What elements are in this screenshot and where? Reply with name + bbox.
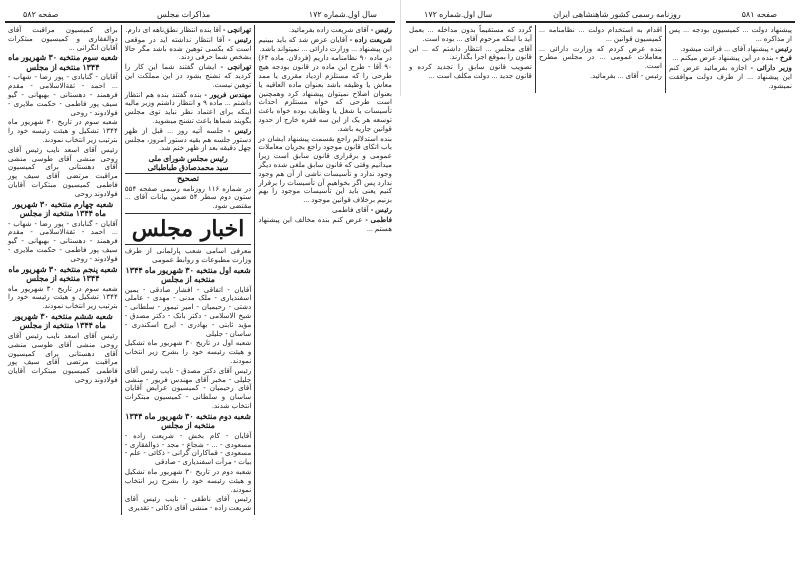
paragraph: آقایان - اتفاقی - افشار صادقی - یمین اسفندیاری - ملک مدنی - مهدی - عاملی دشتی - رحیمیان - امیر تیمور - سلطانی - شیخ الاسلامی - دکتر بانک - دکتر مصدق - مؤید ثابتی - بهادری - ایرج اسکندری - ساسان - جلیلی [124,284,252,338]
signature-name: سید محمدصادق طباطبائی [147,163,229,173]
text: پیشنهاد آقای ... قرائت میشود. [680,43,769,53]
text: آقا انتظار نداشته اید در موقعی است که بکسی توهین شده باشد مگر حالا بشخص شما حرفی زدند. [124,34,252,62]
paragraph: رئیس - آقای ... بفرمائید. [589,70,662,80]
text: بنده گفتند بنده هم انتظار داشتم ... ماده ۹ و انتظار داشتم وزیر مالیه اینکه برای اعتماد نظر نباید توی مجلس بگویند شماها باعث تشنج میشوید. [124,89,252,125]
speaker: فرخ - [775,53,792,63]
column-2 [535,25,665,93]
left-page [0,0,400,518]
page-header [406,3,795,19]
header-rule [5,21,395,23]
speaker: مهندس فریور - [204,89,252,99]
paragraph: اقدام به استخدام دولت ... نظامنامه ... کمیسیون قوانین ... [539,25,662,43]
paragraph: شعبه دوم در تاریخ ۳۰ شهریور ماه تشکیل و هیئت رئیسه خود را بشرح زیر انتخاب نمودند. [124,466,252,494]
paragraph: آقایان - گنابادی - پور رضا - شهاب - ... احمد - ثقةالاسلامی - مقدم فرهمند - دهستانی - بهبهانی - گیو سیف پور فاطمی - حکمت ملایری - فولادوند - روحی [8,72,118,117]
heading: شعبه چهارم منتخبه ۳۰ شهریور ماه ۱۳۴۴ منتخبه از مجلس [12,199,114,219]
signature-title: رئیس مجلس شورای ملی [148,154,228,164]
masthead-majlis-news: اخبار مجلس [125,213,252,245]
heading: شعبه ششم منتخبه ۳۰ شهریور ماه ۱۳۴۴ منتخبه از مجلس [12,311,113,331]
paragraph: شعبه سوم در تاریخ ۳۰ شهریور ماه ۱۳۴۴ تشکیل و هیئت رئیسه خود را بترتیب زیر انتخاب نمودند. [8,283,118,311]
paragraph: بنده استدلالم راجع بقسمت پیشنهاد ایشان در باب اتکای قانون موجود راجع بجریان معاملات عمومی و برقراری قانون سابق است زیرا میدانیم وقتی که قانون سابق ملغی شده دیگر وجود ندارد و تأسیسات ناشی از آن هم وجود ندارد پس اگر بخواهیم آن تأسیسات را برقرار کنیم یعنی باید این تأسیسات موجود را بهم بزنیم برخلاف قوانین موجود ... [258,133,392,205]
header-rule [406,21,795,23]
heading: شعبه سوم منتخبه ۳۰ شهریور ماه ۱۳۴۴ منتخبه از مجلس [8,53,118,72]
text: آقایان عرض شد که باید ببینیم این پیشنهاد ... وزارت دارائی ... نمیتواند باشد. [258,34,392,53]
speaker: رئیس - [228,34,252,44]
column-news [121,25,255,515]
paragraph: شعبه اول در تاریخ ۳۰ شهریور ماه تشکیل و هیئت رئیسه خود را بشرح زیر انتخاب نمودند. [124,338,252,366]
heading-correction: تصحیح [125,173,252,184]
speaker: رئیس - [370,25,392,34]
text: آقا بنده انتظار نطق‌ناهه ای دارم. [125,25,222,34]
text: آقای شریعت زاده بفرمائید. [289,25,369,34]
paragraph: رئیس آقای ناطقی - نایب رئیس آقای شریعت زاده - منشی آقای ذکائی - تقدیری [124,494,252,513]
paragraph: رئیس آقای دکتر مصدق - نایب رئیس آقای جلیلی - مخبر آقای مهندس فریور - منشی آقای رحیمیان - کمیسیون عرایض آقایان ساسان و سلطانی - کمیسیون مبتکرات انتخاب شدند. [124,365,252,410]
speaker: رئیس - [770,43,792,53]
paragraph: آقای مجلس ... انتظار داشتم که ... این قانون را بموقع اجرا بگذارند. [409,43,532,62]
section-title: مذاکرات مجلس [156,10,211,19]
heading: شعبه دوم منتخبه ۳۰ شهریور ماه ۱۳۴۴ منتخبه از مجلس [125,411,251,431]
section-title: روزنامه رسمی کشور شاهنشاهی ایران [553,10,681,19]
paragraph: آقایان - گنابادی - پور رضا - شهاب - ... احمد - ثقةالاسلامی - مقدم فرهمند - دهستانی - بهبهانی - گیو سیف پور فاطمی - حکمت ملایری - فولادوند - روحی [8,218,118,263]
column-committees [5,25,121,515]
speaker: رئیس - [370,204,392,214]
paragraph: گردد که مستقیماً بدون مداخله ... بعمل آید با اینکه مرحوم آقای ... بوده است. [409,25,532,43]
speaker: تهرانچی - [220,62,252,72]
paragraph: برای کمیسیون مراقبت آقای ذوالفقاری و کمیسیون مبتکرات آقایان انگرانی ... [8,25,118,52]
speaker: رئیس - [227,125,252,135]
speaker: فاطمی - [365,214,393,224]
paragraph: پیشنهاد دولت ... کمیسیون بودجه ... پس از مذاکره ... [669,25,792,43]
paragraph: در شماره ۱۱۶ روزنامه رسمی صفحه ۵۵۴ ستون دوم سطر ۵۴ ضمن بیانات آقای ... مقتضی شود. [124,183,252,211]
right-page [400,0,800,96]
issue-number: سال اول.شماره ۱۷۲ [308,10,377,19]
text: اجازه بفرمائید عرض کنم این پیشنهاد ... از طرف دولت موافقت نمیشود. [669,63,792,90]
column-3 [406,25,535,93]
text: ایشان گفتند شما این کار را کردید که تشنج بشود در این مملکت این توهین نیست. [124,62,252,89]
paragraph: رئیس آقای اسعد نایب رئیس آقای روحی منشی آقای طوسی منشی آقای دهستانی برای کمیسیون مراقبت مرتضی آقای سیف پور فاطمی کمیسیون مبتکرات آقایان فولادوند روحی [8,330,118,384]
paragraph: معرفی اسامی شعب پارلمانی از طرف وزارت مطبوعات و روابط عمومی [124,246,252,264]
text: بنده در این پیشنهاد عرض میکنم ... [672,53,774,63]
paragraph: آقایان - کام بخش - شریعت زاده - مسعودی - ... - شجاع - مجد - ذوالفقاری - مسعودی - قماکاران گرانی - ذکائی - علم - بیات - مرآت اسفندیاری - صادقی [124,430,252,467]
paragraph: در ماده ۹۰ نظامنامه داریم (فردلان. ماده ۶۳) ۹۰ آقا - طرح این ماده در قانون بودجه هیچ طرحی را که مستلزم ازدیاد مقرری یا ممد معاش یا وظیفه باشد بعنوان ماده العاقیه یا بعنوان اصلاح نمیتوان پیشنهاد کرد وهمچنین است طرحی که خواه مستلزم احداث تأسیسات یا شغل یا وظایف بوده خواه باعث توسعه هر یک از این سه فقره خارج از حدود قوانین جاریه باشد. [258,53,393,133]
page-number: صفحه ۵۸۲ [23,10,59,19]
issue-number: سال اول.شماره ۱۷۲ [424,10,493,19]
paragraph: بنده عرض کردم که وزارت دارائی ... معاملات عمومی ... در مجلس مطرح است. [539,43,662,71]
paragraph: تصویب قانون سابق را تجدید کرده و قانون جدید ... دولت مکلف است ... [409,62,532,80]
page-header [5,3,395,19]
speaker: تهرانچی - [223,25,252,34]
page-number: صفحه ۵۸۱ [741,10,777,19]
column-1 [665,25,795,93]
column-debate [254,25,395,515]
paragraph: رئیس آقای اسعد نایب رئیس آقای روحی منشی آقای طوسی منشی آقای دهستانی برای کمیسیون مراقبت مرتضی آقای سیف پور فاطمی کمیسیون مبتکرات آقایان فولادوند روحی [8,144,118,198]
text: آقای فاطمی [332,204,369,214]
paragraph: شعبه سوم در تاریخ ۳۰ شهریور ماه ۱۳۴۴ تشکیل و هیئت رئیسه خود را بترتیب زیر انتخاب نمودند. [8,117,118,144]
speaker: وزیر دارائی - [750,63,793,73]
heading: شعبه پنجم منتخبه ۳۰ شهریور ماه ۱۳۴۴ منتخبه از مجلس [8,264,118,284]
speaker: شریعت زاده - [349,34,393,44]
text: جلسه آتیه روز ... قبل از ظهر دستور جلسه هم بقیه دستور امروز، مجلس چهل دقیقه بعد از ظهر ختم شد. [124,125,252,153]
heading: شعبه اول منتخبه ۳۰ شهریور ماه ۱۳۴۴ منتخبه از مجلس [125,265,251,285]
text: عرض کنم بنده مخالف این پیشنهاد هستم ... [258,214,392,233]
